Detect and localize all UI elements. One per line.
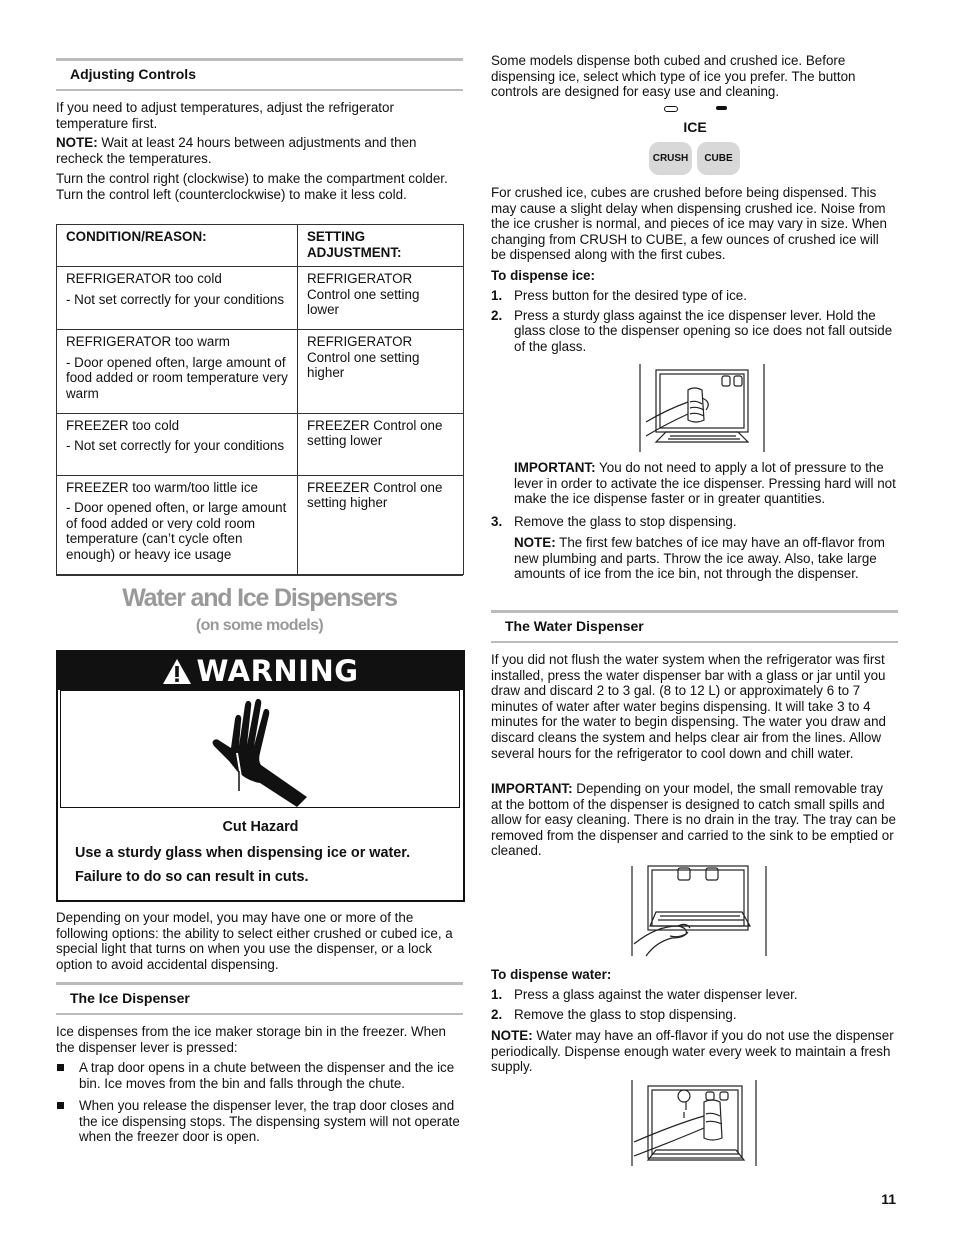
section-rule (56, 1013, 463, 1015)
indicator-light-off (664, 106, 678, 112)
tray-removal-illustration (626, 864, 768, 960)
important-label: IMPORTANT: (491, 781, 573, 796)
bullet-square-icon (57, 1064, 64, 1071)
step-number: 2. (491, 307, 503, 323)
condition-text: REFRIGERATOR too warm (66, 334, 230, 350)
important-note (514, 460, 896, 507)
table-cell-setting: FREEZER Control one setting higher (298, 475, 464, 574)
table-row (57, 475, 464, 574)
list-item (491, 1007, 896, 1023)
section-rule (56, 982, 463, 985)
ice-step-3 (491, 514, 896, 534)
note-text: Water may have an off-flavor if you do not use the dispenser periodically. Dispense enough water every week to maintain a fresh supply. (491, 1028, 894, 1075)
water-text: If you did not flush the water system when the refrigerator was first installed, press the water dispenser bar with a glass or jar until you draw and discard 2 to 3 gal. (8 to 12 L) or approximately 6 to 7 minutes of water after water begins dispensing. It will take 3 to 4 minutes for the water to begin dispensing. The water you draw and discard cleans the system and helps clear air from the lines. Allow several hours for the refrigerator to cool down and chill water. (491, 652, 887, 761)
table-row (57, 330, 464, 413)
table-header-condition: CONDITION/REASON: (57, 225, 298, 267)
important-label: IMPORTANT: (514, 460, 596, 475)
table-cell-condition (57, 330, 298, 413)
table-cell-setting: FREEZER Control one setting lower (298, 413, 464, 475)
condition-text: FREEZER too warm/too little ice (66, 479, 258, 495)
step-text: Press button for the desired type of ice. (514, 288, 747, 303)
note-text: Wait at least 24 hours between adjustments and then recheck the temperatures. (56, 135, 417, 166)
condition-text: FREEZER too cold (66, 417, 180, 433)
list-item (491, 308, 896, 355)
ice-steps (491, 288, 896, 358)
step-text: Remove the glass to stop dispensing. (514, 514, 737, 529)
tray-note (491, 781, 897, 859)
ice-flavor-note (514, 535, 898, 582)
section-rule (491, 641, 898, 643)
note-label: NOTE: (56, 135, 98, 150)
adjusting-turn-text: Turn the control right (clockwise) to make the compartment colder. Turn the control left (counterclockwise) to make it less cold. (56, 171, 448, 202)
ice-dispensing-illustration (626, 362, 768, 454)
bullet-text: A trap door opens in a chute between the dispenser and the ice bin. Ice moves from the bin and falls through the chute. (79, 1060, 455, 1091)
reason-text: - Door opened often, or large amount of food added or very cold room temperature (can’t cycle often enough) or heavy ice usage (66, 500, 287, 562)
warning-label: WARNING (196, 654, 359, 688)
table-cell-condition (57, 475, 298, 574)
adjusting-note (56, 135, 456, 166)
water-dispensing-illustration (626, 1078, 768, 1168)
ice-dispenser-bullets (56, 1060, 462, 1152)
divider (56, 575, 463, 576)
section-subtitle: (on some models) (195, 617, 324, 634)
step-number: 2. (491, 1006, 503, 1022)
options-text: Depending on your model, you may have one or more of the following options: the ability to select either crushed or cubed ice, a special light that turns on when you use the dispenser, or a lock option to avoid accidental dispensing. (56, 910, 453, 972)
warning-label-line (58, 652, 463, 690)
water-dispenser-heading: The Water Dispenser (505, 618, 644, 634)
section-rule (56, 58, 463, 61)
step-text: Press a sturdy glass against the ice dispenser lever. Hold the glass close to the dispenser opening so ice does not fall outside of the glass. (514, 307, 893, 354)
warning-triangle-icon (162, 656, 192, 694)
warning-box (56, 650, 465, 902)
table-row (57, 413, 464, 475)
section-title: Water and Ice Dispensers (122, 584, 397, 612)
list-item (56, 1060, 462, 1091)
list-item (491, 514, 896, 530)
ice-dispenser-heading: The Ice Dispenser (70, 990, 190, 1006)
ice-dispenser-intro: Ice dispenses from the ice maker storage bin in the freezer. When the dispenser lever is pressed: (56, 1024, 447, 1055)
adjustment-table (56, 224, 464, 575)
table-row (57, 267, 464, 330)
table-cell-setting: REFRIGERATOR Control one setting higher (298, 330, 464, 413)
step-text: Remove the glass to stop dispensing. (514, 1006, 737, 1022)
note-text: The first few batches of ice may have an off-flavor from new plumbing and parts. Throw the ice away. Also, take large amounts of ice from the ice bin, not through the dispenser. (514, 535, 885, 582)
bullet-text: When you release the dispenser lever, the trap door closes and the ice dispensing stops. The dispensing system will not operate when the freezer door is open. (79, 1098, 460, 1145)
list-item (56, 1098, 462, 1145)
models-text: Some models dispense both cubed and crushed ice. Before dispensing ice, select which type of ice you prefer. The button controls are designed for easy use and cleaning. (491, 53, 856, 100)
reason-text: - Not set correctly for your conditions (66, 438, 285, 454)
ice-label: ICE (683, 119, 707, 135)
important-text: Depending on your model, the small removable tray at the bottom of the dispenser is designed to catch small spills and allow for easy cleaning. There is no drain in the tray. The tray can be removed from the dispenser and carried to the sink to be emptied or cleaned. (491, 781, 896, 859)
step-text: Press a glass against the water dispenser lever. (514, 987, 798, 1002)
crush-button[interactable]: CRUSH (649, 142, 692, 175)
list-item (491, 987, 896, 1003)
cube-button[interactable]: CUBE (697, 142, 740, 175)
table-header-setting: SETTING ADJUSTMENT: (298, 225, 464, 267)
table-cell-setting: REFRIGERATOR Control one setting lower (298, 267, 464, 330)
dispense-water-heading: To dispense water: (491, 967, 612, 982)
step-number: 1. (491, 288, 503, 303)
indicator-light-on (716, 106, 727, 110)
warning-hazard: Cut Hazard (222, 819, 299, 835)
step-number: 1. (491, 987, 503, 1002)
section-rule (491, 610, 898, 613)
table-cell-condition (57, 267, 298, 330)
adjusting-intro: If you need to adjust temperatures, adjust the refrigerator temperature first. (56, 100, 394, 131)
list-item (491, 288, 896, 304)
note-label: NOTE: (514, 535, 556, 550)
condition-text: REFRIGERATOR too cold (66, 271, 222, 287)
warning-line1: Use a sturdy glass when dispensing ice or water. (75, 845, 411, 861)
water-flavor-note (491, 1028, 897, 1075)
crushed-text: For crushed ice, cubes are crushed before being dispensed. This may cause a slight delay when dispensing crushed ice. Noise from the ice crusher is normal, and pieces of ice may vary in size. When changing from CRUSH to CUBE, a few ounces of crushed ice will be dispensed along with the first cubes. (491, 185, 887, 263)
dispense-ice-heading: To dispense ice: (491, 268, 595, 283)
note-label: NOTE: (491, 1028, 533, 1043)
important-text: You do not need to apply a lot of pressure to the lever in order to activate the ice dispenser. Pressing hard will not make the ice dispense faster or in greater quantities. (514, 460, 896, 507)
cut-hand-icon (61, 691, 459, 807)
step-number: 3. (491, 514, 503, 529)
water-steps (491, 987, 896, 1026)
reason-text: - Door opened often, large amount of food added or room temperature very warm (66, 354, 288, 401)
warning-pictogram (60, 690, 460, 808)
adjusting-controls-heading: Adjusting Controls (70, 66, 196, 82)
table-cell-condition (57, 413, 298, 475)
table-header-row (57, 225, 464, 267)
section-rule (56, 89, 463, 91)
reason-text: - Not set correctly for your conditions (66, 291, 285, 307)
bullet-square-icon (57, 1102, 64, 1109)
warning-line2: Failure to do so can result in cuts. (75, 869, 309, 885)
page-number: 11 (881, 1191, 896, 1207)
